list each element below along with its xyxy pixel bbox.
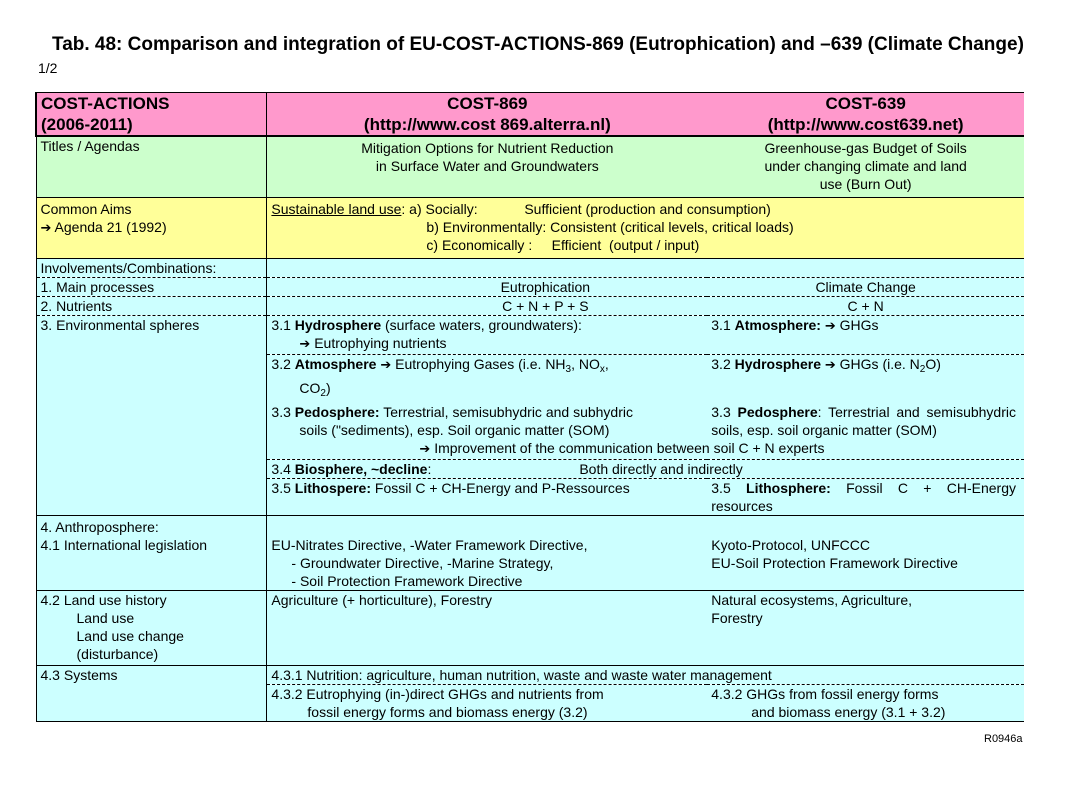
atmosphere-cost-639 <box>707 316 1024 355</box>
r31-c3-rest: GHGs <box>839 317 879 333</box>
arrow-icon: ➔ <box>299 337 311 352</box>
r432-c2-line2: fossil energy forms and biomass energy (3.2) <box>307 704 588 720</box>
header-c1-line2: (2006-2011) <box>41 115 133 134</box>
aims-label-line2 <box>41 218 263 238</box>
nutrients-label: 2. Nutrients <box>36 297 267 316</box>
r35-bold: Lithospere: <box>294 480 371 496</box>
land-use-label4: (disturbance) <box>76 646 159 662</box>
r34-colon: : <box>427 461 432 477</box>
ghg-energy-cost-639 <box>707 685 1024 722</box>
anthroposphere-c2 <box>267 516 707 537</box>
nutrients-row <box>36 297 1024 316</box>
arrow-icon: ➔ <box>824 319 836 334</box>
r432-c2-line1: 4.3.2 Eutrophying (in-)direct GHGs and nutrients from <box>271 686 604 702</box>
r32-sub2: x <box>599 364 605 375</box>
header-cost-639 <box>707 93 1024 137</box>
titles-agendas-row <box>36 136 1024 198</box>
arrow-icon: ➔ <box>824 358 836 373</box>
r35-c3-num: 3.5 <box>711 480 747 496</box>
land-use-row <box>36 591 1024 666</box>
lithosphere-cost-869 <box>267 479 707 516</box>
arrow-icon: ➔ <box>419 442 431 457</box>
r32-c3-num: 3.2 <box>711 356 735 372</box>
hydrosphere-line2 <box>271 334 703 354</box>
document-code: R0946a <box>984 733 1023 745</box>
pedosphere-cost-869 <box>267 403 707 439</box>
land-use-label2: Land use <box>76 610 135 626</box>
aims-line1-rest: : a) Socially: Sufficient (production and consumption) <box>401 201 771 217</box>
table-title: Tab. 48: Comparison and integration of EU-COST-ACTIONS-869 (Eutrophication) and –639 (Climate Change) <box>52 34 1024 55</box>
r31-num: 3.1 <box>271 317 295 333</box>
leg-c3-line1: Kyoto-Protocol, UNFCCC <box>711 537 870 553</box>
main-processes-label: 1. Main processes <box>36 278 267 297</box>
hydrosphere-cost-639 <box>707 355 1024 404</box>
r32-co-end: ) <box>325 380 331 396</box>
r31-bold: Hydrosphere <box>294 317 382 333</box>
r31-line2: Eutrophying nutrients <box>314 335 447 351</box>
aims-line3: c) Economically : Efficient (output / input) <box>426 237 700 253</box>
r34-bold: Biosphere, ~decline <box>294 461 428 477</box>
r32-mid: , NO <box>571 356 600 372</box>
land-use-c3-line1: Natural ecosystems, Agriculture, <box>711 592 913 608</box>
titles-c3-line3: use (Burn Out) <box>819 176 912 192</box>
titles-c3-line1: Greenhouse-gas Budget of Soils <box>764 140 967 156</box>
aims-line1 <box>271 200 1020 218</box>
arrow-icon: ➔ <box>40 221 52 236</box>
r32-c3-bold: Hydrosphere <box>734 356 821 372</box>
header-row <box>36 93 1024 137</box>
anthroposphere-c3 <box>707 516 1024 537</box>
leg-c2-line1: EU-Nitrates Directive, -Water Framework Directive, <box>271 537 588 553</box>
r32-co: CO <box>299 380 321 396</box>
r32-line2 <box>271 379 703 403</box>
hydrosphere-line1 <box>271 316 703 334</box>
involvements-c2 <box>267 259 707 278</box>
communication-text: Improvement of the communication between soil C + N experts <box>434 440 825 456</box>
r33-line1 <box>271 403 693 421</box>
r33-line2: soils ("sediments), esp. Soil organic matter (SOM) <box>299 422 610 438</box>
spheres-row-31 <box>36 316 1024 355</box>
legislation-cost-639 <box>707 536 1024 591</box>
land-use-c3-line2: Forestry <box>711 610 763 626</box>
page-number: 1/2 <box>38 60 58 76</box>
common-aims-row <box>36 198 1024 259</box>
r32-num: 3.2 <box>271 356 295 372</box>
aims-content <box>267 198 1024 259</box>
header-c2-line1: COST-869 <box>447 94 528 113</box>
legislation-row <box>36 536 1024 591</box>
leg-c2-line3: - Soil Protection Framework Directive <box>291 573 523 589</box>
r33-c3-rest: : Terrestrial and semisubhydric soils, esp. soil organic matter (SOM) <box>711 404 1016 438</box>
r32-sub1: 3 <box>565 364 572 375</box>
r34-rest: Both directly and indirectly <box>579 461 743 477</box>
involvements-label: Involvements/Combinations: <box>36 259 267 278</box>
nutrients-cost-869: C + N + P + S <box>267 297 707 316</box>
systems-label: 4.3 Systems <box>36 666 267 722</box>
land-use-label1: 4.2 Land use history <box>40 592 167 608</box>
r32-line1 <box>271 355 703 379</box>
r34-num: 3.4 <box>271 461 295 477</box>
land-use-cost-869: Agriculture (+ horticulture), Forestry <box>267 591 707 666</box>
r32-c3-sub: 2 <box>919 364 926 375</box>
land-use-cost-639 <box>707 591 1024 666</box>
aims-agenda: Agenda 21 (1992) <box>54 219 167 235</box>
r33-num: 3.3 <box>271 404 295 420</box>
nutrients-cost-639: C + N <box>707 297 1024 316</box>
r33-rest: Terrestrial, semisubhydric and subhydric <box>379 404 633 420</box>
titles-cost-639 <box>707 136 1024 198</box>
communication-note <box>267 439 1024 460</box>
header-cost-869 <box>267 93 707 137</box>
main-processes-row <box>36 278 1024 297</box>
header-c3-line1: COST-639 <box>825 94 906 113</box>
r35-c3-bold: Lithosphere: <box>746 480 831 496</box>
r31-c3-bold: Atmosphere: <box>734 317 821 333</box>
pedosphere-cost-639 <box>707 403 1024 439</box>
r33-bold: Pedosphere: <box>294 404 380 420</box>
r35-rest: Fossil C + CH-Energy and P-Ressources <box>371 480 630 496</box>
leg-c2-line2: - Groundwater Directive, -Marine Strategy, <box>291 555 554 571</box>
r32-bold: Atmosphere <box>294 356 377 372</box>
titles-label: Titles / Agendas <box>36 136 267 198</box>
legislation-cost-869 <box>267 536 707 591</box>
land-use-label3: Land use change <box>76 628 184 644</box>
aims-label <box>36 198 267 259</box>
aims-label-line1: Common Aims <box>40 201 132 217</box>
r32-end: , <box>604 356 609 372</box>
titles-cost-869 <box>267 136 707 198</box>
arrow-icon: ➔ <box>380 358 392 373</box>
titles-c2-line2: in Surface Water and Groundwaters <box>375 158 599 174</box>
r31-rest: (surface waters, groundwaters): <box>381 317 582 333</box>
r32-c3-end: O) <box>925 356 941 372</box>
biosphere-cell <box>267 460 1024 479</box>
header-c2-line2: (http://www.cost 869.alterra.nl) <box>363 115 611 134</box>
main-processes-cost-639: Climate Change <box>707 278 1024 297</box>
involvements-row <box>36 259 1024 278</box>
hydrosphere-cost-869 <box>267 316 707 355</box>
atmosphere-cost-869 <box>267 355 707 404</box>
legislation-label: 4.1 International legislation <box>36 536 267 591</box>
nutrition-systems: 4.3.1 Nutrition: agriculture, human nutrition, waste and waste water management <box>267 666 1024 685</box>
eutrophying-energy-cost-869 <box>267 685 707 722</box>
r33-c3-bold: Pedosphere <box>737 404 818 420</box>
main-processes-cost-869: Eutrophication <box>267 278 707 297</box>
spheres-label: 3. Environmental spheres <box>36 316 267 516</box>
r32-rest: Eutrophying Gases (i.e. NH <box>395 356 566 372</box>
r31-c3-num: 3.1 <box>711 317 735 333</box>
aims-sustainable: Sustainable land use <box>271 201 402 217</box>
anthroposphere-label: 4. Anthroposphere: <box>36 516 267 537</box>
systems-row-431 <box>36 666 1024 685</box>
involvements-c3 <box>707 259 1024 278</box>
titles-c3-line2: under changing climate and land <box>764 158 967 174</box>
comparison-table <box>35 92 1024 722</box>
lithosphere-cost-639 <box>707 479 1024 516</box>
r35-c3-rest: Fossil C + CH-Energy resources <box>711 480 1016 514</box>
r432-c3-line2: and biomass energy (3.1 + 3.2) <box>751 704 946 720</box>
header-c3-line2: (http://www.cost639.net) <box>767 115 964 134</box>
header-cost-actions <box>36 93 267 137</box>
anthroposphere-header-row <box>36 516 1024 537</box>
r32-co-sub: 2 <box>320 388 326 399</box>
r35-num: 3.5 <box>271 480 295 496</box>
titles-c2-line1: Mitigation Options for Nutrient Reduction <box>361 140 614 156</box>
r32-c3-rest: GHGs (i.e. N <box>839 356 920 372</box>
r33-c3-num: 3.3 <box>711 404 738 420</box>
land-use-label <box>36 591 267 666</box>
header-c1-line1: COST-ACTIONS <box>41 94 170 113</box>
aims-line2: b) Environmentally: Consistent (critical levels, critical loads) <box>426 219 794 235</box>
r432-c3-line1: 4.3.2 GHGs from fossil energy forms <box>711 686 939 702</box>
leg-c3-rest: EU-Soil Protection Framework Directive <box>711 555 958 571</box>
